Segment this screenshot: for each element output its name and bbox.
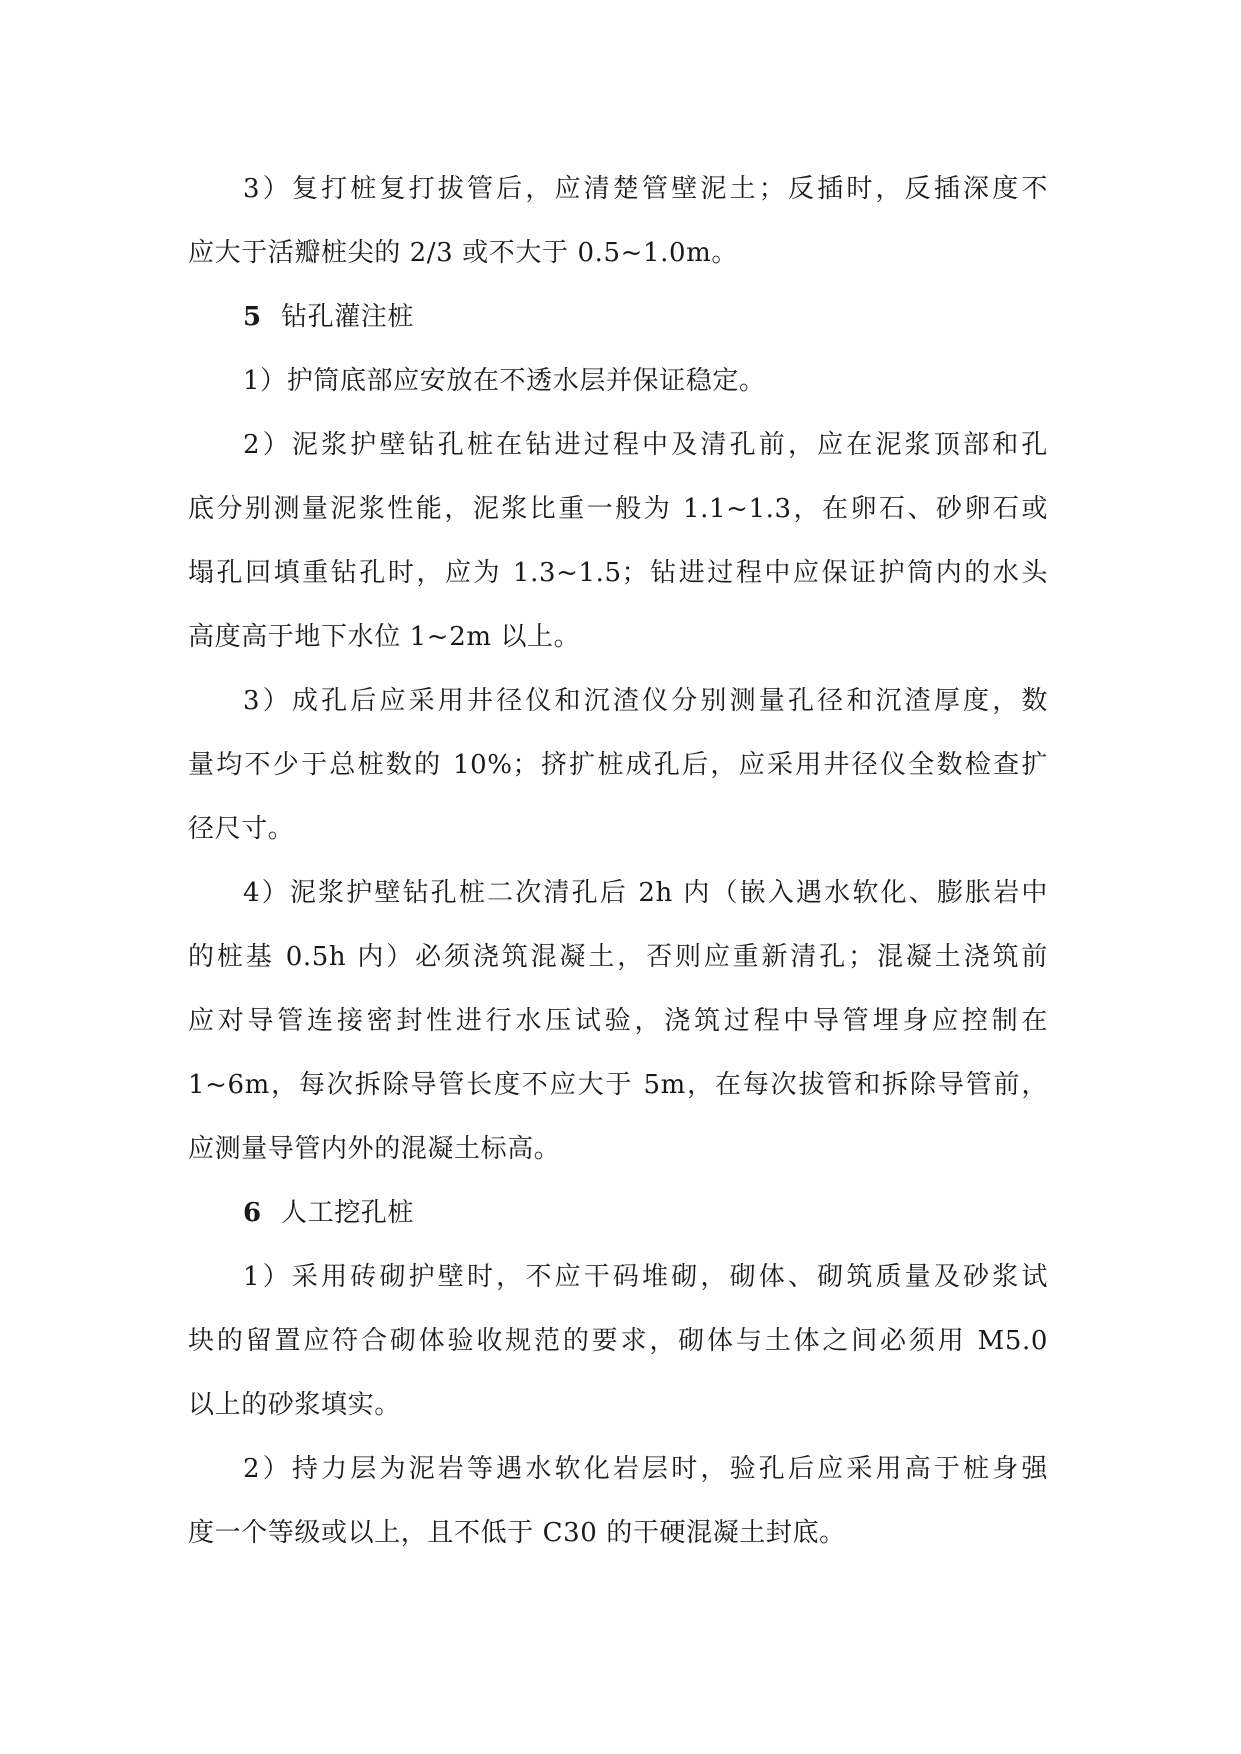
- paragraph-line: 3）成孔后应采用井径仪和沉渣仪分别测量孔径和沉渣厚度，数: [243, 686, 1048, 716]
- paragraph-line: 4）泥浆护壁钻孔桩二次清孔后 2h 内（嵌入遇水软化、膨胀岩中: [243, 878, 1048, 908]
- section-heading: [188, 285, 1048, 349]
- paragraph-line: 1）护筒底部应安放在不透水层并保证稳定。: [243, 366, 766, 396]
- document-body: [188, 157, 1048, 1565]
- paragraph-line: 塌孔回填重钻孔时，应为 1.3~1.5；钻进过程中应保证护筒内的水头: [188, 558, 1048, 588]
- paragraph-line: 量均不少于总桩数的 10%；挤扩桩成孔后，应采用井径仪全数检查扩: [188, 750, 1048, 780]
- paragraph-line: 2）持力层为泥岩等遇水软化岩层时，验孔后应采用高于桩身强: [243, 1454, 1048, 1484]
- paragraph-line: 2）泥浆护壁钻孔桩在钻进过程中及清孔前，应在泥浆顶部和孔: [243, 430, 1048, 460]
- paragraph-line: 度一个等级或以上，且不低于 C30 的干硬混凝土封底。: [188, 1518, 846, 1548]
- section-number: 5: [243, 302, 262, 332]
- section-title: 钻孔灌注桩: [281, 302, 415, 332]
- section-heading: [188, 1181, 1048, 1245]
- section-title: 人工挖孔桩: [281, 1198, 415, 1228]
- paragraph-line: 底分别测量泥浆性能，泥浆比重一般为 1.1~1.3，在卵石、砂卵石或: [188, 494, 1048, 524]
- section-number: 6: [243, 1198, 262, 1228]
- paragraph-line: 块的留置应符合砌体验收规范的要求，砌体与土体之间必须用 M5.0: [188, 1326, 1048, 1356]
- paragraph-line: 1~6m，每次拆除导管长度不应大于 5m，在每次拔管和拆除导管前，: [188, 1070, 1048, 1100]
- paragraph-line: 应测量导管内外的混凝土标高。: [188, 1134, 561, 1164]
- paragraph-line: 应大于活瓣桩尖的 2/3 或不大于 0.5~1.0m。: [188, 238, 738, 268]
- paragraph-line: 1）采用砖砌护壁时，不应干码堆砌，砌体、砌筑质量及砂浆试: [243, 1262, 1048, 1292]
- paragraph-line: 以上的砂浆填实。: [188, 1390, 401, 1420]
- paragraph-line: 高度高于地下水位 1~2m 以上。: [188, 622, 581, 652]
- paragraph-line: 3）复打桩复打拔管后，应清楚管壁泥土；反插时，反插深度不: [243, 174, 1048, 204]
- paragraph-line: 径尺寸。: [188, 814, 295, 844]
- paragraph-line: 的桩基 0.5h 内）必须浇筑混凝土，否则应重新清孔；混凝土浇筑前: [188, 942, 1048, 972]
- paragraph-line: 应对导管连接密封性进行水压试验，浇筑过程中导管埋身应控制在: [188, 1006, 1048, 1036]
